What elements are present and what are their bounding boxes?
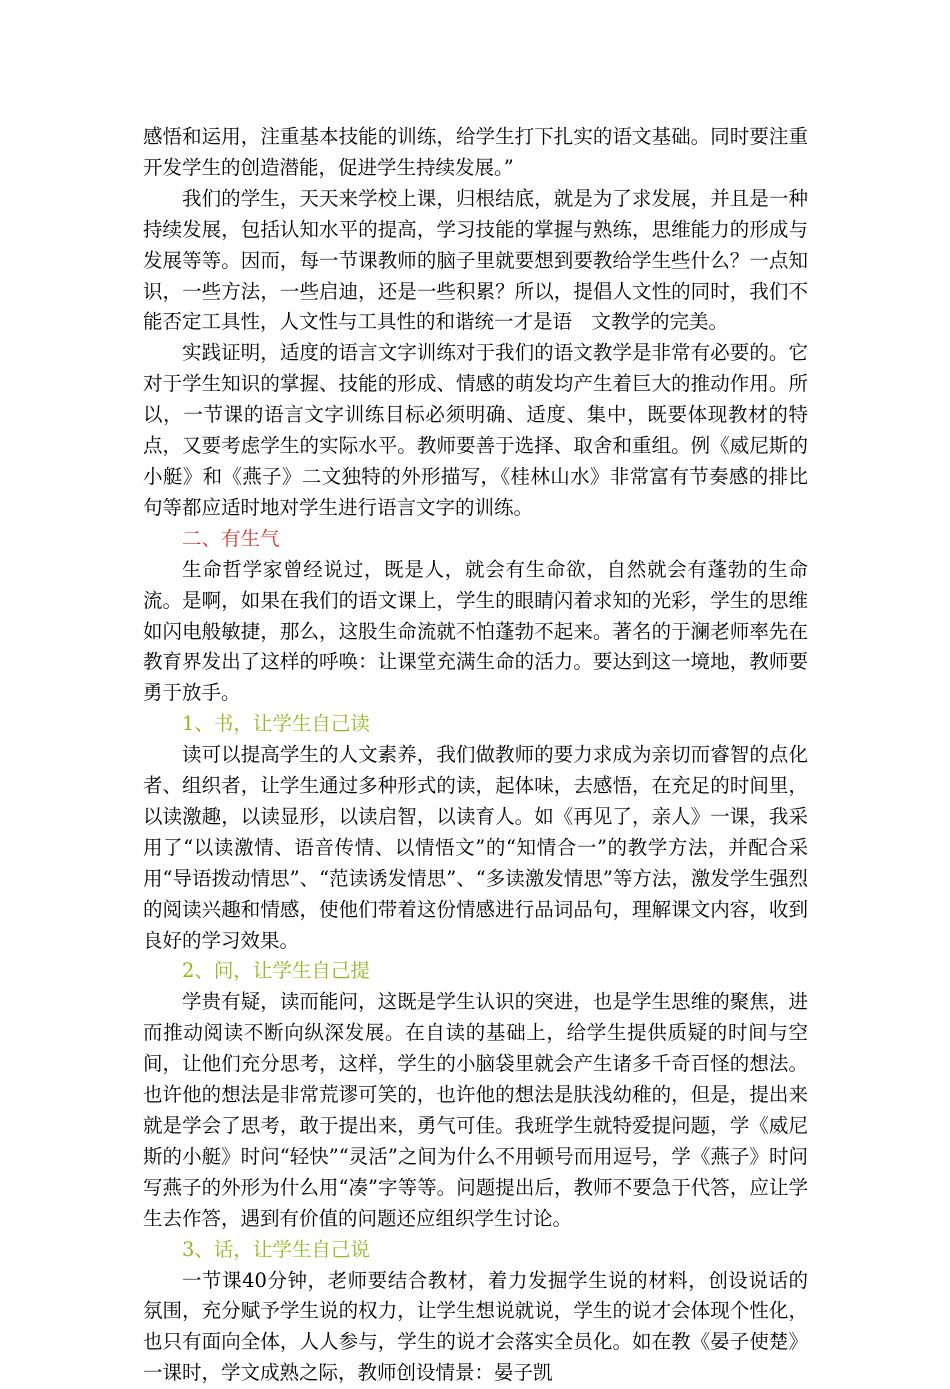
subheading-speaking: 3、话，让学生自己说 bbox=[182, 1237, 370, 1261]
paragraph-language-training: 实践证明，适度的语言文字训练对于我们的语文教学是非常有必要的。它对于学生知识的掌握、技能的形成、情感的萌发均产生着巨大的推动作用。所以，一节课的语言文字训练目标必须明确、适度、集中，既要体现教材的特点，又要考虑学生的实际水平。教师要善于选择、取舍和重组。例《威尼斯的小艇》和《燕子》二文独特的外形描写，《桂林山水》非常富有节奏感的排比句等都应适时地对学生进行语言文字的训练。 bbox=[143, 341, 808, 519]
section-heading-vitality: 二、有生气 bbox=[182, 526, 280, 550]
paragraph-student-development: 我们的学生，天天来学校上课，归根结底，就是为了求发展，并且是一种持续发展，包括认知水平的提高，学习技能的掌握与熟练，思维能力的形成与发展等等。因而，每一节课教师的脑子里就要想到要教给学生些什么？一点知识，一些方法，一些启迪，还是一些积累？所以，提倡人文性的同时，我们不能否定工具性，人文性与工具性的和谐统一才是语 文教学的完美。 bbox=[143, 186, 808, 334]
paragraph-speaking: 一节课40分钟，老师要结合教材，着力发掘学生说的材料，创设说话的氛围，充分赋予学生说的权力，让学生想说就说，学生的说才会体现个性化，也只有面向全体，人人参与，学生的说才会落实全员化。如在教《晏子使楚》一课时，学文成熟之际，教师创设情景：晏子凯 bbox=[143, 1268, 808, 1385]
paragraph-life-force: 生命哲学家曾经说过，既是人，就会有生命欲，自然就会有蓬勃的生命流。是啊，如果在我们的语文课上，学生的眼睛闪着求知的光彩，学生的思维如闪电般敏捷，那么，这股生命流就不怕蓬勃不起来。著名的于澜老师率先在教育界发出了这样的呼唤：让课堂充满生命的活力。要达到这一境地，教师要勇于放手。 bbox=[143, 557, 808, 705]
paragraph-continuation: 感悟和运用，注重基本技能的训练，给学生打下扎实的语文基础。同时要注重开发学生的创造潜能，促进学生持续发展。” bbox=[143, 125, 808, 179]
paragraph-reading: 读可以提高学生的人文素养，我们做教师的要力求成为亲切而睿智的点化者、组织者，让学生通过多种形式的读，起体味，去感悟，在充足的时间里，以读激趣，以读显形，以读启智，以读育人。如《再见了，亲人》一课，我采用了“以读激情、语音传情、以情悟文”的“知情合一”的教学方法，并配合采用“导语拨动情思”、“范读诱发情思”、“多读激发情思”等方法，激发学生强烈的阅读兴趣和情感，使他们带着这份情感进行品词品句，理解课文内容，收到良好的学习效果。 bbox=[143, 743, 808, 952]
subheading-reading: 1、书，让学生自己读 bbox=[182, 712, 370, 736]
paragraph-questioning: 学贵有疑，读而能问，这既是学生认识的突进，也是学生思维的聚焦，进而推动阅读不断向纵深发展。在自读的基础上，给学生提供质疑的时间与空间，让他们充分思考，这样，学生的小脑袋里就会产生诸多千奇百怪的想法。也许他的想法是非常荒谬可笑的，也许他的想法是肤浅幼稚的，但是，提出来就是学会了思考，敢于提出来，勇气可佳。我班学生就特爱提问题，学《威尼斯的小艇》时问“轻快”“灵活”之间为什么不用顿号而用逗号，学《燕子》时问写燕子的外形为什么用“凑”字等等。问题提出后，教师不要急于代答，应让学生去作答，遇到有价值的问题还应组织学生讨论。 bbox=[143, 990, 808, 1230]
document-body bbox=[143, 122, 808, 1389]
subheading-questioning: 2、问，让学生自己提 bbox=[182, 959, 370, 983]
